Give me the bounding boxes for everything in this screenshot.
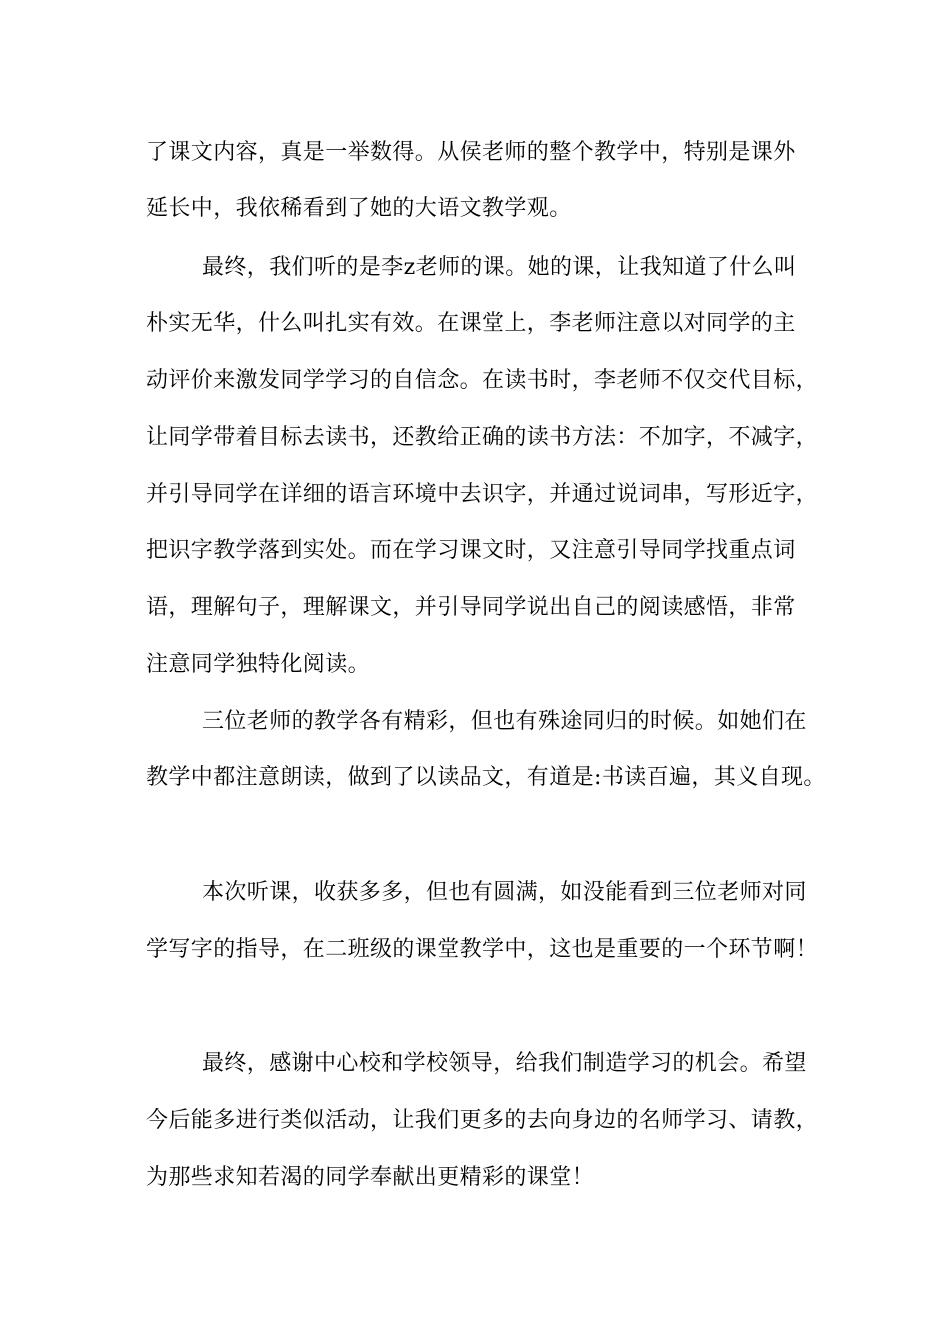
text-line: 今后能多进行类似活动，让我们更多的去向身边的名师学习、请教，: [146, 1108, 819, 1133]
text-line: 动评价来激发同学学习的自信念。在读书时，李老师不仅交代目标，: [146, 368, 819, 393]
text-line: 学写字的指导，在二班级的课堂教学中，这也是重要的一个环节啊！: [146, 937, 819, 962]
text-line: 注意同学独特化阅读。: [146, 652, 371, 677]
text-line: 并引导同学在详细的语言环境中去识字，并通过说词串，写形近字，: [146, 482, 819, 507]
text-line: 教学中都注意朗读，做到了以读品文，有道是:书读百遍，其义自现。: [146, 765, 826, 790]
text-line: 把识字教学落到实处。而在学习课文时，又注意引导同学找重点词: [146, 538, 796, 563]
text-line: 为那些求知若渴的同学奉献出更精彩的课堂！: [146, 1165, 595, 1190]
text-line: 延长中，我依稀看到了她的大语文教学观。: [146, 196, 572, 221]
text-line: 语，理解句子，理解课文，并引导同学说出自己的阅读感悟，非常: [146, 595, 796, 620]
paragraph-start-line: 三位老师的教学各有精彩，但也有殊途同归的时候。如她们在: [202, 709, 807, 734]
text-line: 了课文内容，真是一举数得。从侯老师的整个教学中，特别是课外: [146, 140, 796, 165]
paragraph-start-line: 本次听课，收获多多，但也有圆满，如没能看到三位老师对同: [202, 880, 807, 905]
paragraph-start-line: 最终，感谢中心校和学校领导，给我们制造学习的机会。希望: [202, 1051, 807, 1076]
text-line: 朴实无华，什么叫扎实有效。在课堂上，李老师注意以对同学的主: [146, 311, 796, 336]
text-line: 让同学带着目标去读书，还教给正确的读书方法：不加字，不减字，: [146, 425, 819, 450]
paragraph-start-line: 最终，我们听的是李z老师的课。她的课，让我知道了什么叫: [202, 255, 797, 280]
